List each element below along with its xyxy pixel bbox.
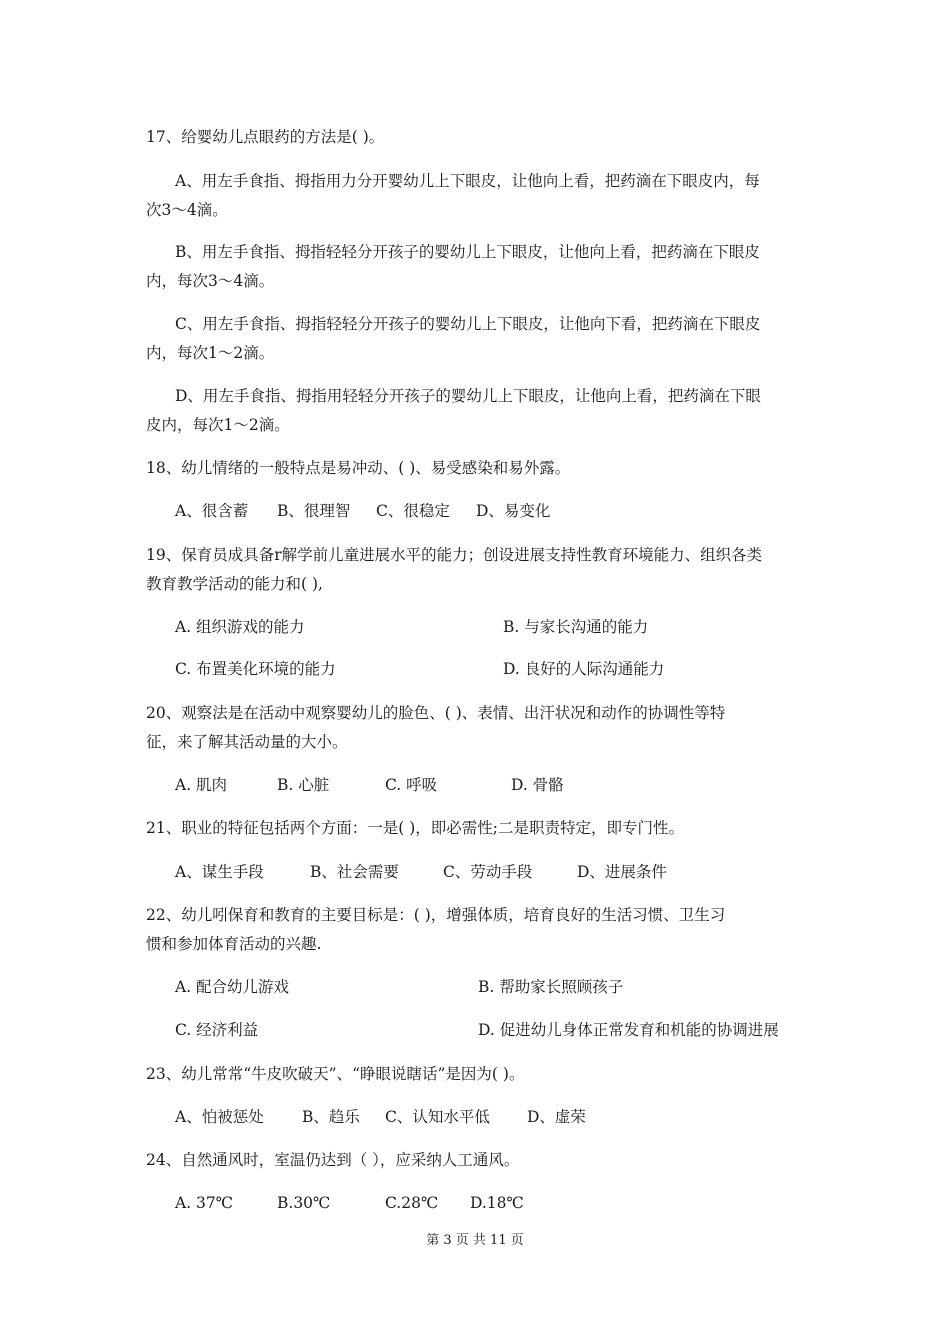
- question-22-option-b: B. 帮助家长照顾孩子: [478, 978, 624, 996]
- question-23-option-d: D、虚荣: [527, 1108, 586, 1126]
- question-17-option-d-line2: 皮内，每次1～2滴。: [146, 416, 290, 434]
- question-20-stem-line2: 征，来了解其活动量的大小。: [146, 733, 348, 751]
- question-19-option-c: C. 布置美化环境的能力: [175, 660, 336, 678]
- question-22-stem-line2: 惯和参加体育活动的兴趣.: [146, 935, 322, 953]
- question-24-option-b: B.30℃: [277, 1194, 331, 1212]
- question-22-stem-line1: 22、幼儿吲保育和教育的主要目标是：( )，增强体质，培育良好的生活习惯、卫生习: [146, 906, 726, 924]
- question-23-option-b: B、趋乐: [302, 1108, 360, 1126]
- question-19-option-d: D. 良好的人际沟通能力: [503, 660, 665, 678]
- question-24-option-a: A. 37℃: [175, 1194, 234, 1212]
- question-18-option-a: A、很含蓄: [175, 502, 249, 520]
- question-22-option-a: A. 配合幼儿游戏: [175, 978, 290, 996]
- question-17-option-c-line2: 内，每次1～2滴。: [146, 344, 275, 362]
- question-18-stem: 18、幼儿情绪的一般特点是易冲动、( )、易受感染和易外露。: [146, 459, 571, 477]
- question-24-option-c: C.28℃: [385, 1194, 439, 1212]
- question-17-option-b-line1: B、用左手食指、拇指轻轻分开孩子的婴幼儿上下眼皮，让他向上看，把药滴在下眼皮: [175, 243, 760, 261]
- question-17-option-b-line2: 内，每次3～4滴。: [146, 272, 275, 290]
- question-17-option-d-line1: D、用左手食指、拇指用轻轻分开孩子的婴幼儿上下眼皮，让他向上看，把药滴在下眼: [175, 387, 761, 405]
- question-18-option-c: C、很稳定: [376, 502, 450, 520]
- question-18-option-d: D、易变化: [476, 502, 551, 520]
- question-17-option-a-line2: 次3～4滴。: [146, 201, 228, 219]
- question-19-option-b: B. 与家长沟通的能力: [503, 618, 649, 636]
- question-23-option-a: A、怕被惩处: [175, 1108, 264, 1126]
- question-23-stem: 23、幼儿常常“牛皮吹破天”、“睁眼说瞎话”是因为( )。: [146, 1065, 525, 1083]
- question-20-option-c: C. 呼吸: [385, 776, 438, 794]
- question-21-stem: 21、职业的特征包括两个方面：一是( )，即必需性;二是职责特定，即专门性。: [146, 819, 684, 837]
- question-19-stem-line1: 19、保育员成具备r解学前儿童进展水平的能力；创设进展支持性教育环境能力、组织各类: [146, 546, 763, 564]
- question-19-stem-line2: 教育教学活动的能力和( ),: [146, 575, 323, 593]
- question-17-option-c-line1: C、用左手食指、拇指轻轻分开孩子的婴幼儿上下眼皮，让他向下看，把药滴在下眼皮: [175, 315, 761, 333]
- question-22-option-c: C. 经济利益: [175, 1021, 259, 1039]
- question-22-option-d: D. 促进幼儿身体正常发育和机能的协调进展: [478, 1021, 779, 1039]
- question-20-option-d: D. 骨骼: [511, 776, 564, 794]
- question-20-stem-line1: 20、观察法是在活动中观察婴幼儿的脸色、( )、表情、出汗状况和动作的协调性等特: [146, 704, 726, 722]
- question-21-option-b: B、社会需要: [310, 863, 399, 881]
- question-21-option-c: C、劳动手段: [443, 863, 533, 881]
- question-24-stem: 24、自然通风时，室温仍达到（ ），应采纳人工通风。: [146, 1151, 520, 1169]
- question-21-option-d: D、进展条件: [577, 863, 667, 881]
- question-21-option-a: A、谋生手段: [175, 863, 264, 881]
- question-20-option-a: A. 肌肉: [175, 776, 228, 794]
- question-18-option-b: B、很理智: [277, 502, 351, 520]
- question-19-option-a: A. 组织游戏的能力: [175, 618, 305, 636]
- question-23-option-c: C、认知水平低: [385, 1108, 490, 1126]
- question-17-stem: 17、给婴幼儿点眼药的方法是( )。: [146, 128, 385, 146]
- question-24-option-d: D.18℃: [470, 1194, 524, 1212]
- question-20-option-b: B. 心脏: [277, 776, 330, 794]
- question-17-option-a-line1: A、用左手食指、拇指用力分开婴幼儿上下眼皮，让他向上看，把药滴在下眼皮内，每: [175, 172, 760, 190]
- page-footer: 第 3 页 共 11 页: [426, 1233, 524, 1248]
